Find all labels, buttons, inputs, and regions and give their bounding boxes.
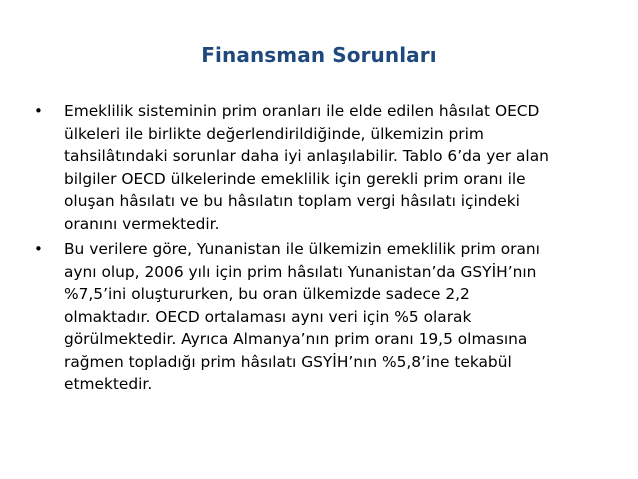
bullet-item-2 (34, 238, 624, 396)
bullet-marker: • (34, 102, 43, 120)
text-line: görülmektedir. Ayrıca Almanya’nın prim oranı 19,5 olmasına (64, 330, 528, 348)
bullet-list (34, 100, 624, 399)
text-line: bilgiler OECD ülkelerinde emeklilik için gerekli prim oranı ile (64, 169, 526, 188)
slide-title: Finansman Sorunları (201, 43, 437, 67)
text-line: olmaktadır. OECD ortalaması aynı veri için %5 olarak (64, 307, 472, 326)
text-line: tahsilâtındaki sorunlar daha iyi anlaşılabilir. Tablo 6’da yer alan (64, 147, 549, 165)
text-line: oranını vermektedir. (64, 214, 220, 233)
bullet-item-1 (34, 100, 624, 235)
text-line: %7,5’ini oluştururken, bu oran ülkemizde sadece 2,2 (64, 285, 470, 303)
text-line: etmektedir. (64, 375, 153, 393)
bullet-marker: • (34, 240, 43, 258)
text-line: Bu verilere göre, Yunanistan ile ülkemizin emeklilik prim oranı (64, 240, 540, 258)
text-line: aynı olup, 2006 yılı için prim hâsılatı Yunanistan’da GSYİH’nın (64, 262, 537, 281)
text-line: oluşan hâsılatı ve bu hâsılatın toplam vergi hâsılatı içindeki (64, 192, 520, 210)
text-line: Emeklilik sisteminin prim oranları ile elde edilen hâsılat OECD (64, 102, 540, 120)
text-line: rağmen topladığı prim hâsılatı GSYİH’nın %5,8’ine tekabül (64, 352, 512, 371)
text-line: ülkeleri ile birlikte değerlendirildiğinde, ülkemizin prim (64, 124, 484, 143)
bullet-text-2 (64, 238, 624, 396)
bullet-text-1 (64, 100, 624, 235)
